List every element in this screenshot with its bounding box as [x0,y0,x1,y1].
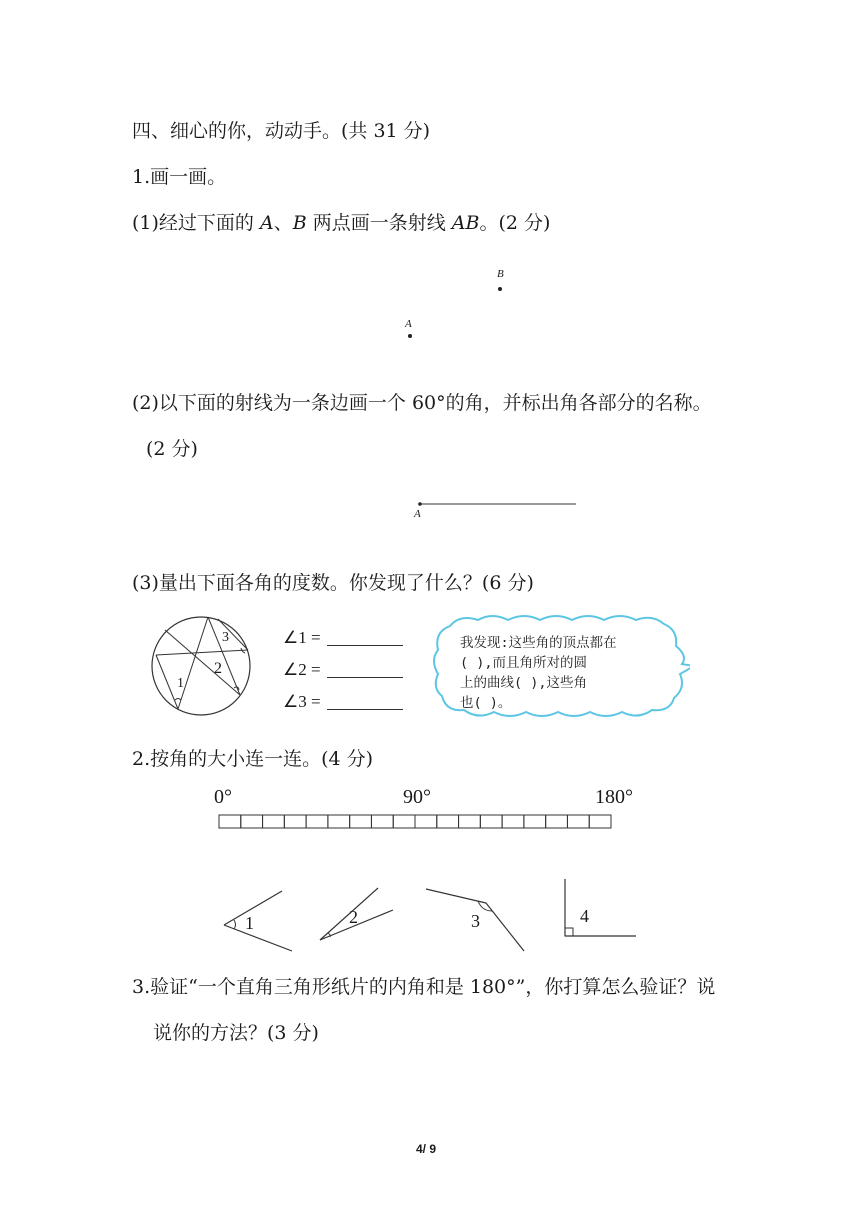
angle-3-label: ∠3 = [283,692,321,711]
circle-angle-3-label: 3 [222,630,229,645]
circle-angle-1-label: 1 [177,676,184,691]
angle-4-figure[interactable] [560,876,640,942]
ruler-label-180: 180° [595,786,633,808]
q1-1-mid2: 两点画一条射线 [306,212,452,234]
ruler-cell [393,815,415,828]
ray-figure[interactable] [410,495,590,525]
ruler-cell [415,815,437,828]
circle-angles-figure [148,613,258,723]
question-2-title: 2.按角的大小连一连。(4 分) [132,748,374,770]
page-number: 4/ 9 [416,1142,437,1156]
ruler-cell [328,815,350,828]
ruler-cell [589,815,611,828]
ruler-cell [219,815,241,828]
q1-1-point-b: B [292,212,307,234]
bubble-line-1: 我发现:这些角的顶点都在 [460,635,617,651]
circle-angle-2-label: 2 [214,660,222,677]
point-b[interactable] [498,287,502,291]
q1-1-post: 。(2 分) [479,212,551,234]
angle-1-figure[interactable] [218,885,298,955]
angle-4-number: 4 [580,906,589,926]
ruler-cell [524,815,546,828]
bubble-line-4: 也( )。 [460,695,512,711]
ruler-cell [502,815,524,828]
ruler-cell [480,815,502,828]
question-3-line-1: 3.验证“一个直角三角形纸片的内角和是 180°”，你打算怎么验证？说 [132,976,716,998]
question-1-3: (3)量出下面各角的度数。你发现了什么？(6 分) [132,572,534,594]
ruler-cell [459,815,481,828]
angle-2-answer[interactable] [283,660,403,680]
degree-ruler[interactable] [217,813,615,831]
ruler-cell [350,815,372,828]
angle-1-label: ∠1 = [283,628,321,647]
point-b-label: B [497,268,504,280]
section-title: 四、细心的你，动动手。(共 31 分) [132,120,431,142]
q1-1-mid1: 、 [273,212,293,234]
ruler-cell [263,815,285,828]
question-1-2-score: (2 分) [146,438,198,460]
question-1-2: (2)以下面的射线为一条边画一个 60°的角，并标出角各部分的名称。 [132,392,712,414]
angle-2-number: 2 [349,907,358,927]
question-3-line-2: 说你的方法？(3 分) [153,1022,319,1044]
q1-1-pre: (1)经过下面的 [132,212,260,234]
ruler-cell [284,815,306,828]
ruler-cell [306,815,328,828]
ruler-cell [546,815,568,828]
point-a[interactable] [408,334,412,338]
q1-1-ray-ab: AB [451,212,480,234]
ruler-cell [371,815,393,828]
angle-1-answer[interactable] [283,628,403,648]
ruler-cell [241,815,263,828]
angle-2-blank[interactable] [327,677,403,678]
angle-3-blank[interactable] [327,709,403,710]
bubble-line-3: 上的曲线( ),这些角 [460,675,588,691]
angle-1-blank[interactable] [327,645,403,646]
angle-2-label: ∠2 = [283,660,321,679]
angle-3-number: 3 [471,911,480,931]
angle-1-number: 1 [245,913,254,933]
ruler-label-0: 0° [214,786,232,808]
angle-3-answer[interactable] [283,692,403,712]
bubble-line-2: ( ),而且角所对的圆 [460,655,588,671]
ruler-cell [567,815,589,828]
question-1-1 [132,208,550,235]
point-a-label: A [405,318,412,330]
ruler-label-90: 90° [403,786,431,808]
q1-1-point-a: A [259,212,274,234]
ruler-cell [437,815,459,828]
question-1-title: 1.画一画。 [132,166,227,188]
ray-point-a-label: A [414,508,421,520]
